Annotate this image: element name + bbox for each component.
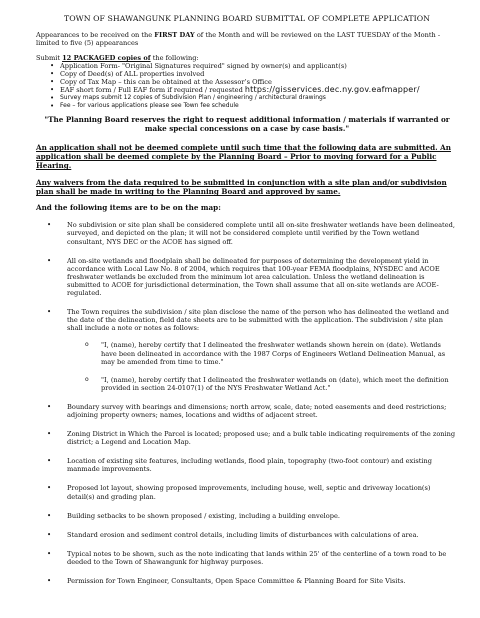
map-item: • Building setbacks to be shown proposed / existing, including a building envelope. (47, 512, 458, 520)
certification-note: o "I, (name), hereby certify that I delineated the freshwater wetlands shown herein on (date). Wetlands have been delineated in accordance with the 1987 Corps of Engineers Wetland Delineation Manual, as may be amended from time to time." (85, 341, 458, 365)
map-item-delineator: • The Town requires the subdivision / site plan disclose the name of the person who has delineated the wetland and the date of the delineation, field date sheets are to be submitted with the application. The subdivision / site plan shall include a note or notes as follows: o "I, (name), hereby certify that I delineated the freshwater wetlands shown herein on (date). Wetlands have been delineated in accordance with the 1987 Corps of Engineers Wetland Delineation Manual, as may be amended from time to time." o "I, (name), hereby certify that I delineated the freshwater wetlands on (date), which meet the definition provided in section 24-0107(1) of the NYS Freshwater Wetland Act." (47, 308, 458, 392)
eaf-mapper-link[interactable]: https://gisservices.dec.ny.gov.eafmapper/ (244, 85, 420, 95)
submit-item-eaf: • EAF short form / Full EAF form if required / requested https://gisservices.dec.ny.gov.eafmapper/ (50, 86, 458, 94)
map-requirements-list (36, 221, 458, 585)
completeness-rule: An application shall not be deemed complete until such time that the following data are submitted. An application shall be deemed complete by the Planning Board – Prior to moving forward for a Public Hearing. (36, 143, 451, 171)
map-item: • No subdivision or site plan shall be considered complete until all on-site freshwater wetlands have been delineated, surveyed, and depicted on the plan; it will not be considered complete until verified by the Town wetland consultant, NYS DEC or the ACOE has signed off. (47, 221, 458, 245)
submit-list (36, 62, 458, 110)
map-items-heading: And the following items are to be on the map: (36, 203, 221, 213)
map-item: • Standard erosion and sediment control details, including limits of disturbances with calculations of area. (47, 531, 458, 539)
certification-notes (67, 341, 458, 391)
submit-item: • Application Form- "Original Signatures required" signed by owner(s) and applicant(s) (50, 62, 458, 70)
page-title: TOWN OF SHAWANGUNK PLANNING BOARD SUBMITTAL OF COMPLETE APPLICATION (63, 14, 431, 23)
submit-item: • Copy of Tax Map – this can be obtained at the Assessor’s Office (50, 78, 458, 86)
map-item: • Typical notes to be shown, such as the note indicating that lands within 25' of the centerline of a town road to be deeded to the Town of Shawangunk for highway purposes. (47, 550, 458, 566)
packaged-copies-emphasis: 12 PACKAGED copies of (62, 54, 151, 63)
map-item: • Permission for Town Engineer, Consultants, Open Space Committee & Planning Board for Site Visits. (47, 577, 458, 585)
map-item: • All on-site wetlands and floodplain shall be delineated for purposes of determining the development yield in accordance with Local Law No. 8 of 2004, which requires that 100-year FEMA floodplains, NYSDEC and ACOE freshwater wetlands be excluded from the minimum lot area calculation. Unless the wetland delineation is submitted to ACOE for jurisdictional determination, the Town shall assume that all on-site wetlands are ACOE-regulated. (47, 257, 458, 297)
map-item: • Proposed lot layout, showing proposed improvements, including house, well, septic and driveway location(s) detail(s) and grading plan. (47, 484, 458, 500)
submit-heading: Submit 12 PACKAGED copies of the following: (36, 54, 199, 63)
map-item: • Zoning District in Which the Parcel is located; proposed use; and a bulk table indicating requirements of the zoning district; a Legend and Location Map. (47, 430, 458, 446)
map-item: • Boundary survey with bearings and dimensions; north arrow, scale, date; noted easements and deed restrictions; adjoining property owners; names, locations and widths of adjacent street. (47, 403, 458, 419)
appearance-notice: Appearances to be received on the FIRST DAY of the Month and will be reviewed on the LAST TUESDAY of the Month - limited to five (5) appearances (36, 31, 441, 48)
first-day-emphasis: FIRST DAY (154, 31, 195, 39)
reservation-quote: "The Planning Board reserves the right to request additional information / materials if warranted or make special concessions on a case by case basis." (44, 115, 450, 133)
submit-item-fee: • Fee – for various applications please see Town fee schedule (50, 102, 458, 110)
map-item: • Location of existing site features, including wetlands, flood plain, topography (two-foot contour) and existing manmade improvements. (47, 457, 458, 473)
certification-note: o "I, (name), hereby certify that I delineated the freshwater wetlands on (date), which meet the definition provided in section 24-0107(1) of the NYS Freshwater Wetland Act." (85, 376, 458, 392)
submit-item: • Copy of Deed(s) of ALL properties involved (50, 70, 458, 78)
waiver-rule: Any waivers from the data required to be submitted in conjunction with a site plan and/or subdivision plan shall be made in writing to the Planning Board and approved by same. (36, 178, 447, 197)
submit-item-survey: • Survey maps submit 12 copies of Subdivision Plan / engineering / architectural drawings (50, 94, 458, 102)
